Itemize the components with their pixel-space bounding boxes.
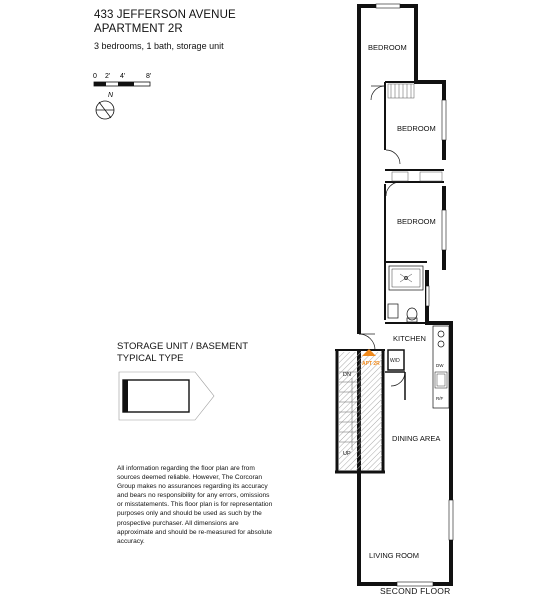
scale-tick-4: 4': [120, 73, 126, 80]
room-label-dining: DINING AREA: [392, 434, 441, 443]
entry-label: APT 2R: [362, 361, 380, 367]
room-label-bedroom-1: BEDROOM: [368, 43, 407, 52]
windows: [376, 4, 453, 586]
stair-label-dn: DN: [343, 372, 351, 378]
storage-title-line1: STORAGE UNIT / BASEMENT: [117, 341, 249, 352]
storage-title-line2: TYPICAL TYPE: [117, 353, 184, 364]
room-label-kitchen: KITCHEN: [393, 334, 426, 343]
scale-tick-0: 0: [93, 73, 97, 80]
room-label-living: LIVING ROOM: [369, 551, 420, 560]
apartment-line: APARTMENT 2R: [94, 23, 183, 35]
floor-label: SECOND FLOOR: [380, 586, 451, 596]
disclaimer: All information regarding the floor plan are from sources deemed reliable. However, The Corcoran Group makes no assurances regarding its accuracy and bears no responsibility for any errors, omissions or misstatements. This floor plan is for representation purposes only and should be used as such by the prospective purchaser. All dimensions are approximate and should be re-measured for absolute accuracy.: [117, 465, 273, 545]
fixture-label-rf: R/F: [436, 396, 444, 401]
scale-tick-8: 8': [146, 73, 152, 80]
north-label: N: [108, 92, 114, 99]
address-line: 433 JEFFERSON AVENUE: [94, 9, 236, 21]
room-label-bedroom-3: BEDROOM: [397, 217, 436, 226]
bathroom-fixtures: [388, 266, 423, 322]
fixture-label-dw: DW: [436, 363, 444, 368]
stair-label-up: UP: [343, 451, 351, 457]
unit-summary: 3 bedrooms, 1 bath, storage unit: [94, 41, 224, 51]
exterior-walls: [357, 6, 453, 586]
room-labels: [368, 43, 440, 560]
scale-tick-2: 2': [105, 73, 111, 80]
room-label-bedroom-2: BEDROOM: [397, 124, 436, 133]
fixture-label-wd: W/D: [390, 358, 400, 364]
